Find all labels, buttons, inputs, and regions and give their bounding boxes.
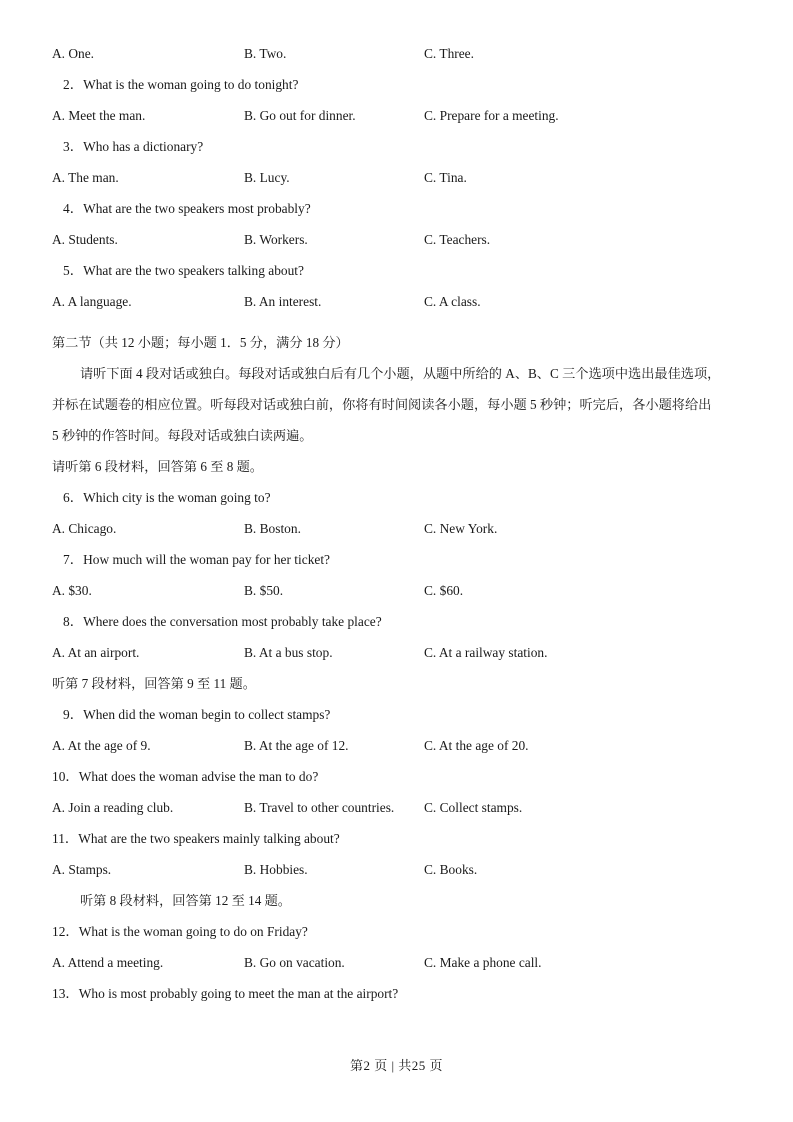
option-c: C. A class. xyxy=(424,294,481,309)
section-instruction-line: 并标在试题卷的相应位置。听每段对话或独白前，你将有时间阅读各小题，每小题 5 秒钟；听完后，各小题将给出 xyxy=(52,397,712,412)
option-row xyxy=(52,575,741,606)
question-stem: 8．Where does the conversation most probably take place? xyxy=(63,614,382,629)
option-row xyxy=(52,947,741,978)
option-c: C. Prepare for a meeting. xyxy=(424,108,559,123)
option-b: B. Hobbies. xyxy=(244,862,308,877)
option-a: A. Students. xyxy=(52,232,118,247)
option-b: B. $50. xyxy=(244,583,284,598)
option-row xyxy=(52,730,741,761)
question-stem: 2．What is the woman going to do tonight? xyxy=(63,77,299,92)
option-b: B. Boston. xyxy=(244,521,301,536)
question-stem: 13．Who is most probably going to meet the man at the airport? xyxy=(52,986,399,1001)
question-stem: 9．When did the woman begin to collect stamps? xyxy=(63,707,331,722)
option-a: A. One. xyxy=(52,46,95,61)
page-content xyxy=(52,38,741,1009)
option-b: B. At the age of 12. xyxy=(244,738,349,753)
option-a: A. At the age of 9. xyxy=(52,738,151,753)
question-stem: 12．What is the woman going to do on Friday? xyxy=(52,924,308,939)
option-a: A. Meet the man. xyxy=(52,108,146,123)
option-row xyxy=(52,224,741,255)
option-b: B. Go on vacation. xyxy=(244,955,345,970)
section-heading: 第二节（共 12 小题；每小题 1．5 分，满分 18 分） xyxy=(52,335,349,350)
section-instruction-line: 请听下面 4 段对话或独白。每段对话或独白后有几个小题，从题中所给的 A、B、C 三个选项中选出最佳选项， xyxy=(80,366,721,381)
option-row xyxy=(52,286,741,317)
option-a: A. The man. xyxy=(52,170,119,185)
option-b: B. Two. xyxy=(244,46,287,61)
option-c: C. At a railway station. xyxy=(424,645,548,660)
option-c: C. At the age of 20. xyxy=(424,738,529,753)
material-lead-7: 听第 7 段材料，回答第 9 至 11 题。 xyxy=(52,676,256,691)
option-a: A. At an airport. xyxy=(52,645,140,660)
page-footer: 第2 页 | 共25 页 xyxy=(349,1058,444,1073)
option-b: B. Go out for dinner. xyxy=(244,108,356,123)
section-instruction-line: 5 秒钟的作答时间。每段对话或独白读两遍。 xyxy=(52,428,313,443)
option-b: B. An interest. xyxy=(244,294,322,309)
option-row xyxy=(52,162,741,193)
option-c: C. Teachers. xyxy=(424,232,491,247)
material-lead-8: 听第 8 段材料，回答第 12 至 14 题。 xyxy=(80,893,291,908)
option-c: C. Make a phone call. xyxy=(424,955,542,970)
option-a: A. Stamps. xyxy=(52,862,112,877)
option-a: A. Chicago. xyxy=(52,521,117,536)
option-a: A. A language. xyxy=(52,294,132,309)
question-stem: 11．What are the two speakers mainly talking about? xyxy=(52,831,340,846)
question-stem: 5．What are the two speakers talking about? xyxy=(63,263,304,278)
option-row xyxy=(52,38,741,69)
option-c: C. Collect stamps. xyxy=(424,800,523,815)
option-c: C. Tina. xyxy=(424,170,467,185)
option-a: A. Join a reading club. xyxy=(52,800,174,815)
option-b: B. Workers. xyxy=(244,232,308,247)
material-lead-6: 请听第 6 段材料，回答第 6 至 8 题。 xyxy=(52,459,263,474)
option-a: A. Attend a meeting. xyxy=(52,955,164,970)
option-c: C. Books. xyxy=(424,862,478,877)
option-c: C. $60. xyxy=(424,583,464,598)
question-stem: 4．What are the two speakers most probably? xyxy=(63,201,311,216)
option-row xyxy=(52,854,741,885)
option-b: B. At a bus stop. xyxy=(244,645,333,660)
option-row xyxy=(52,513,741,544)
option-c: C. New York. xyxy=(424,521,498,536)
option-row xyxy=(52,792,741,823)
option-a: A. $30. xyxy=(52,583,92,598)
option-b: B. Travel to other countries. xyxy=(244,800,395,815)
option-b: B. Lucy. xyxy=(244,170,290,185)
option-row xyxy=(52,637,741,668)
option-c: C. Three. xyxy=(424,46,474,61)
question-stem: 6．Which city is the woman going to? xyxy=(63,490,271,505)
section-spacer xyxy=(52,317,741,327)
question-stem: 7．How much will the woman pay for her ticket? xyxy=(63,552,330,567)
question-stem: 10．What does the woman advise the man to do? xyxy=(52,769,319,784)
question-stem: 3．Who has a dictionary? xyxy=(63,139,204,154)
option-row xyxy=(52,100,741,131)
